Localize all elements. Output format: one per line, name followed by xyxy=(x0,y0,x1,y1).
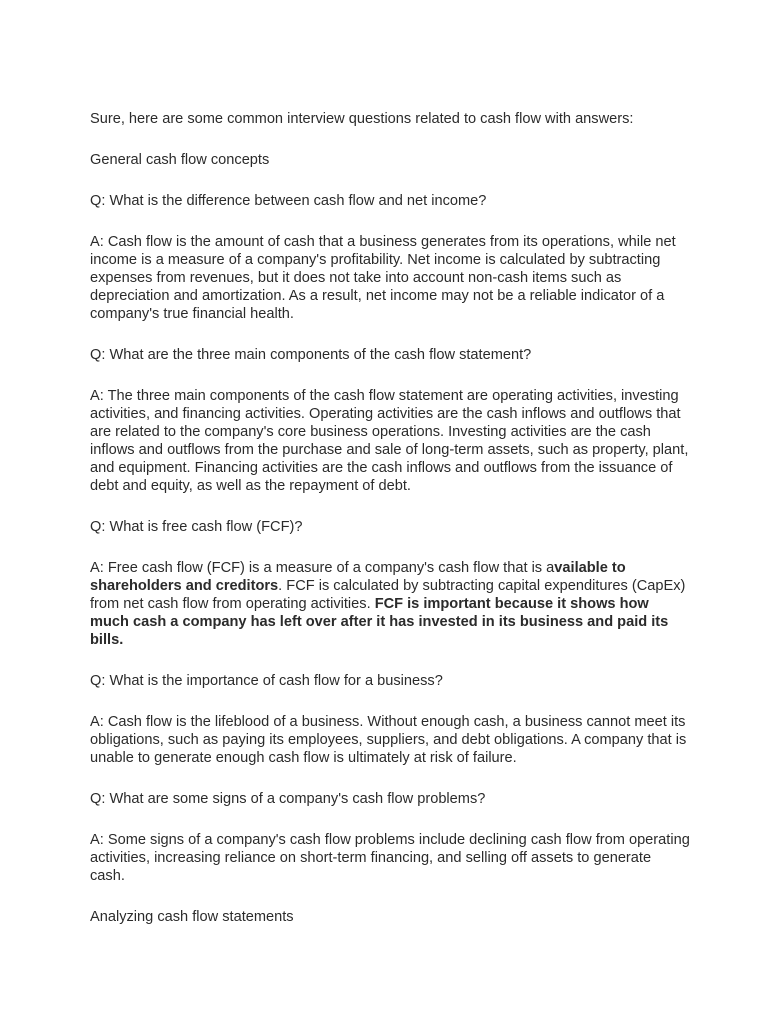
question-1: Q: What is the difference between cash flow and net income? xyxy=(90,193,487,209)
intro-text: Sure, here are some common interview questions related to cash flow with answers: xyxy=(90,111,634,127)
answer-3-bold-1: vailable to shareholders and creditors xyxy=(90,560,626,594)
answer-3-part-2: . FCF is calculated by subtracting capital expenditures (CapEx) from net cash flow from operating activities. xyxy=(90,578,686,612)
question-3: Q: What is free cash flow (FCF)? xyxy=(90,519,303,535)
answer-5: A: Some signs of a company's cash flow problems include declining cash flow from operating activities, increasing reliance on short-term financing, and selling off assets to generate cash. xyxy=(90,832,690,884)
answer-1: A: Cash flow is the amount of cash that a business generates from its operations, while net income is a measure of a company's profitability. Net income is calculated by subtracting expenses from revenues, but it does not take into account non-cash items such as depreciation and amortization. As a result, net income may not be a reliable indicator of a company's true financial health. xyxy=(90,234,676,322)
document-page xyxy=(90,110,690,949)
answer-3 xyxy=(90,559,690,649)
answer-4: A: Cash flow is the lifeblood of a business. Without enough cash, a business cannot meet its obligations, such as paying its employees, suppliers, and debt obligations. A company that is unable to generate enough cash flow is ultimately at risk of failure. xyxy=(90,714,687,766)
question-4: Q: What is the importance of cash flow for a business? xyxy=(90,673,443,689)
question-5: Q: What are some signs of a company's cash flow problems? xyxy=(90,791,486,807)
answer-3-bold-2: FCF is important because it shows how much cash a company has left over after it has invested in its business and paid its bills. xyxy=(90,596,669,648)
section-heading-general: General cash flow concepts xyxy=(90,152,270,168)
question-2: Q: What are the three main components of the cash flow statement? xyxy=(90,347,532,363)
section-heading-analyzing: Analyzing cash flow statements xyxy=(90,909,294,925)
answer-3-part-1: A: Free cash flow (FCF) is a measure of a company's cash flow that is a xyxy=(90,560,555,576)
answer-2: A: The three main components of the cash flow statement are operating activities, investing activities, and financing activities. Operating activities are the cash inflows and outflows that are related to the company's core business operations. Investing activities are the cash inflows and outflows from the purchase and sale of long-term assets, such as property, plant, and equipment. Financing activities are the cash inflows and outflows from the issuance of debt and equity, as well as the repayment of debt. xyxy=(90,388,689,494)
